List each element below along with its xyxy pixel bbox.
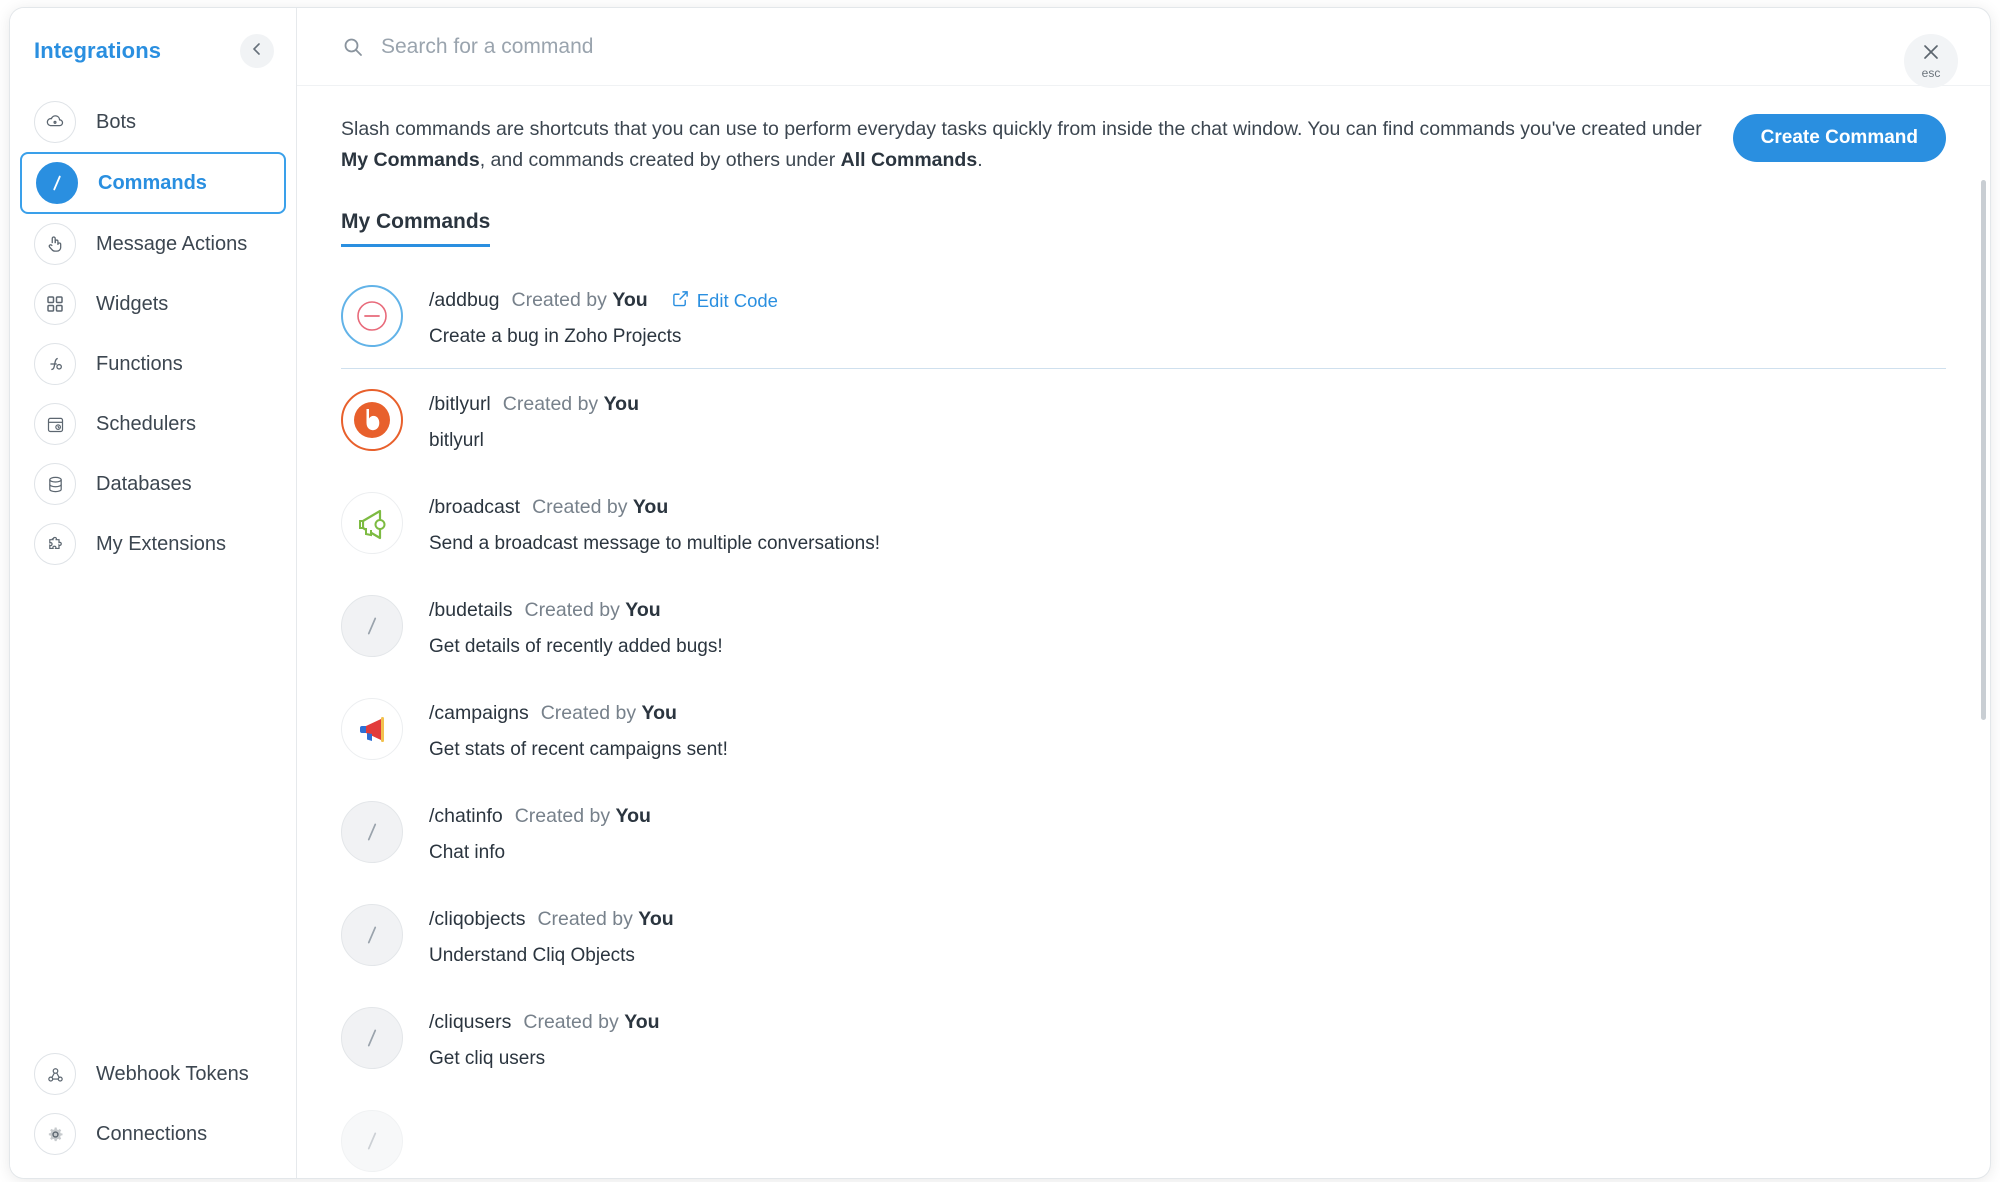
external-edit-icon <box>672 290 689 312</box>
sidebar-item-message-actions[interactable] <box>10 214 296 274</box>
sidebar-item-widgets[interactable] <box>10 274 296 334</box>
hand-tap-icon <box>34 223 76 265</box>
command-created-by: Created by You <box>523 1011 660 1034</box>
esc-label: esc <box>1921 66 1941 80</box>
command-body <box>429 389 639 452</box>
slash-icon <box>341 595 403 657</box>
command-description: Understand Cliq Objects <box>429 945 635 967</box>
intro-bold-my-commands: My Commands <box>341 149 480 172</box>
create-command-button[interactable]: Create Command <box>1733 114 1946 162</box>
command-name: /campaigns <box>429 702 529 725</box>
sidebar-item-connections[interactable] <box>10 1104 296 1164</box>
commands-list <box>341 265 1946 1178</box>
command-created-by: Created by You <box>537 908 674 931</box>
command-title-row <box>429 702 728 725</box>
sidebar-item-label: Schedulers <box>96 412 197 435</box>
sidebar-item-databases[interactable] <box>10 454 296 514</box>
command-body <box>429 801 651 864</box>
intro-bold-all-commands: All Commands <box>840 149 978 172</box>
sidebar-item-label: Bots <box>96 110 137 133</box>
intro-part2: , and commands created by others under <box>479 149 841 172</box>
sidebar-item-schedulers[interactable] <box>10 394 296 454</box>
command-name: /broadcast <box>429 496 521 519</box>
command-name: /chatinfo <box>429 805 503 828</box>
command-title-row <box>429 496 880 519</box>
table-row[interactable] <box>341 781 1946 884</box>
sidebar-item-label: Databases <box>96 472 192 495</box>
database-icon <box>34 463 76 505</box>
sidebar-item-label: My Extensions <box>96 532 227 555</box>
edit-code-label: Edit Code <box>696 289 778 311</box>
sidebar-collapse-button[interactable] <box>240 34 274 68</box>
sidebar-item-label: Commands <box>98 171 207 194</box>
command-description: bitlyurl <box>429 430 484 452</box>
intro-text <box>341 114 1709 176</box>
command-description: Get cliq users <box>429 1048 546 1070</box>
search-icon <box>341 35 365 59</box>
sidebar-item-webhook-tokens[interactable] <box>10 1044 296 1104</box>
grid-squares-icon <box>34 283 76 325</box>
command-description: Get stats of recent campaigns sent! <box>429 739 728 761</box>
close-icon <box>1921 42 1941 65</box>
intro-part3: . <box>977 149 983 172</box>
sidebar-title: Integrations <box>34 38 162 63</box>
command-title-row <box>429 805 651 828</box>
calendar-clock-icon <box>34 403 76 445</box>
commands-content <box>297 86 1990 1178</box>
table-row[interactable] <box>341 987 1946 1090</box>
command-body <box>429 492 880 555</box>
close-esc-button[interactable] <box>1904 34 1958 88</box>
megaphone-green-icon <box>341 492 403 554</box>
sidebar-item-label: Message Actions <box>96 232 248 255</box>
command-title-row <box>429 908 674 931</box>
puzzle-piece-icon <box>34 523 76 565</box>
main-panel <box>297 8 1990 1178</box>
intro-part1: Slash commands are shortcuts that you can use to perform everyday tasks quickly from inside the chat window. You can find commands you've created under <box>341 118 1702 140</box>
command-title-row <box>429 599 723 622</box>
table-row[interactable] <box>341 884 1946 987</box>
sidebar-bottom-nav <box>10 1044 296 1178</box>
edit-code-button[interactable] <box>672 290 778 312</box>
command-title-row <box>429 1011 660 1034</box>
command-name: /bitlyurl <box>429 393 491 416</box>
command-body <box>429 904 674 967</box>
megaphone-red-icon <box>341 698 403 760</box>
slash-command-icon <box>36 162 78 204</box>
command-body <box>429 698 728 761</box>
command-description: Send a broadcast message to multiple conversations! <box>429 533 880 555</box>
command-created-by: Created by You <box>532 496 669 519</box>
intro-row <box>341 114 1946 176</box>
table-row[interactable] <box>341 678 1946 781</box>
slash-icon <box>341 904 403 966</box>
bitly-logo-icon <box>341 389 403 451</box>
sidebar-item-label: Widgets <box>96 292 169 315</box>
webhook-icon <box>34 1053 76 1095</box>
command-created-by: Created by You <box>502 393 639 416</box>
bot-cloud-icon <box>34 101 76 143</box>
command-description: Create a bug in Zoho Projects <box>429 326 682 348</box>
command-description: Get details of recently added bugs! <box>429 636 723 658</box>
minus-circle-icon <box>341 285 403 347</box>
command-title-row <box>429 393 639 416</box>
slash-icon <box>341 1007 403 1069</box>
command-name: /cliqusers <box>429 1011 512 1034</box>
table-row-partial[interactable] <box>341 1090 1946 1178</box>
table-row[interactable] <box>341 369 1946 472</box>
table-row[interactable] <box>341 265 1946 369</box>
sidebar-nav <box>10 92 296 574</box>
chevron-left-icon <box>250 42 264 60</box>
sidebar-item-commands[interactable] <box>20 152 286 214</box>
integrations-window <box>10 8 1990 1178</box>
sidebar-item-label: Connections <box>96 1122 208 1145</box>
search-bar <box>297 8 1990 86</box>
sidebar-item-label: Functions <box>96 352 183 375</box>
table-row[interactable] <box>341 575 1946 678</box>
sidebar-item-functions[interactable] <box>10 334 296 394</box>
sidebar-item-label: Webhook Tokens <box>96 1062 249 1085</box>
command-body <box>429 595 723 658</box>
command-title-row <box>429 289 778 312</box>
sidebar-header <box>10 8 296 78</box>
command-created-by: Created by You <box>524 599 661 622</box>
table-row[interactable] <box>341 472 1946 575</box>
sidebar <box>10 8 297 1178</box>
command-created-by: Created by You <box>514 805 651 828</box>
slash-icon <box>341 801 403 863</box>
search-input[interactable] <box>379 34 1950 60</box>
command-body <box>429 1007 660 1070</box>
sidebar-item-bots[interactable] <box>10 92 296 152</box>
function-icon <box>34 343 76 385</box>
command-created-by: Created by You <box>511 289 648 312</box>
command-created-by: Created by You <box>540 702 677 725</box>
command-body <box>429 285 778 348</box>
command-name: /budetails <box>429 599 513 622</box>
command-name: /addbug <box>429 289 500 312</box>
gear-icon <box>34 1113 76 1155</box>
command-name: /cliqobjects <box>429 908 526 931</box>
slash-icon <box>341 1110 403 1172</box>
vertical-scrollbar[interactable] <box>1981 180 1986 720</box>
command-description: Chat info <box>429 842 506 864</box>
tab-my-commands[interactable]: My Commands <box>341 210 490 247</box>
sidebar-item-my-extensions[interactable] <box>10 514 296 574</box>
